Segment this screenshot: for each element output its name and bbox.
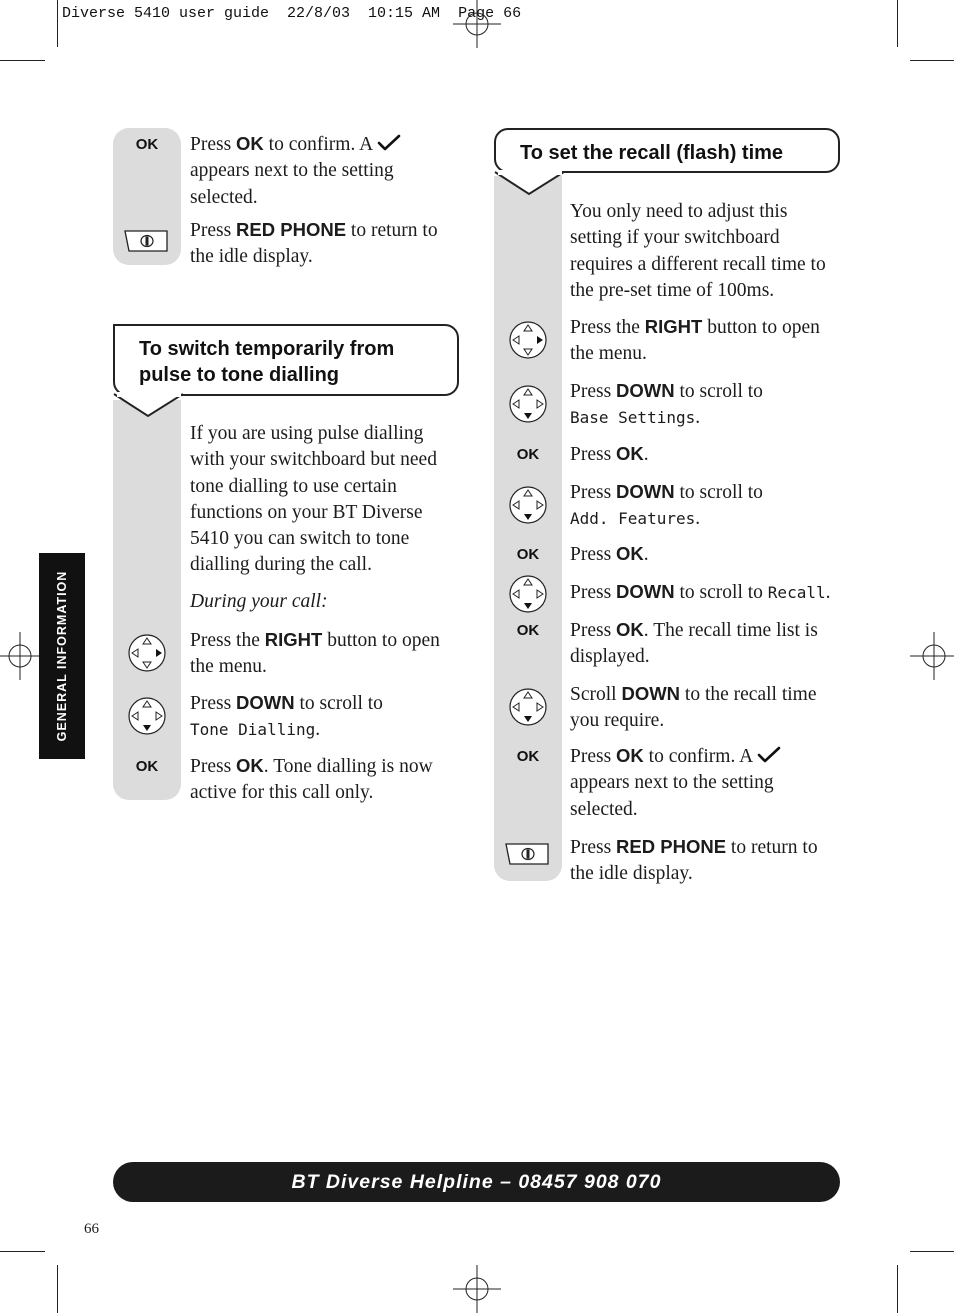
instruction-press-right: Press the RIGHT button to open the menu. [190, 629, 440, 678]
side-tab-label: GENERAL INFORMATION [55, 570, 69, 742]
instruction-scroll-down: Scroll DOWN to the recall time you require. [570, 683, 817, 732]
crop-mark [0, 1251, 45, 1252]
ok-key-icon: OK [516, 546, 540, 563]
ok-key-icon: OK [135, 758, 159, 775]
ok-key-icon: OK [135, 136, 159, 153]
checkmark-icon [757, 746, 781, 764]
heading-pointer-icon [494, 170, 564, 198]
checkmark-icon [377, 134, 401, 152]
navigation-right-icon [127, 633, 167, 673]
instruction-confirm: Press OK to confirm. A appears next to the setting selected. [570, 743, 840, 823]
helpline-footer: BT Diverse Helpline – 08457 908 070 [113, 1162, 840, 1202]
lcd-text: Add. Features [570, 509, 696, 529]
heading-line: pulse to tone dialling [139, 364, 339, 386]
navigation-down-icon [508, 687, 548, 727]
crop-mark [910, 1251, 954, 1252]
heading-line: To switch temporarily from [139, 338, 395, 360]
section-side-tab [39, 553, 85, 759]
navigation-down-icon [508, 574, 548, 614]
navigation-down-icon [508, 485, 548, 525]
instruction-press-ok: Press OK. Tone dialling is now active for this call only. [190, 755, 433, 804]
lcd-text: Base Settings [570, 408, 696, 428]
section-heading-recall-time [494, 128, 840, 173]
crop-mark [897, 1265, 898, 1313]
icon-strip [494, 176, 562, 881]
instruction-press-down: Press DOWN to scroll to Recall. [570, 581, 831, 603]
print-slug: Diverse 5410 user guide 22/8/03 10:15 AM Page 66 [62, 5, 522, 22]
instruction-press-down: Press DOWN to scroll to Tone Dialling. [190, 692, 383, 741]
instruction-press-ok: Press OK. [570, 543, 649, 565]
navigation-right-icon [508, 320, 548, 360]
navigation-down-icon [127, 696, 167, 736]
crop-mark [897, 0, 898, 47]
crop-mark [57, 1265, 58, 1313]
instruction-press-down: Press DOWN to scroll to Add. Features. [570, 481, 763, 530]
instruction-press-right: Press the RIGHT button to open the menu. [570, 316, 820, 365]
instruction-return-idle: Press RED PHONE to return to the idle display. [570, 836, 818, 885]
during-call-label: During your call: [190, 591, 328, 612]
instruction-return-idle: Press RED PHONE to return to the idle display. [190, 219, 438, 268]
intro-recall-time: You only need to adjust this setting if your switchboard requires a different recall time to the pre-set time of 100ms. [570, 201, 826, 301]
heading-pointer-icon [113, 392, 183, 420]
ok-key-icon: OK [516, 446, 540, 463]
ok-key-icon: OK [516, 622, 540, 639]
navigation-down-icon [508, 384, 548, 424]
lcd-text: Tone Dialling [190, 720, 316, 740]
instruction-press-down: Press DOWN to scroll to Base Settings. [570, 380, 763, 429]
ok-key-icon: OK [516, 748, 540, 765]
crop-mark [910, 60, 954, 61]
section-heading-pulse-to-tone [113, 324, 459, 396]
crop-mark [0, 60, 45, 61]
intro-pulse-to-tone: If you are using pulse dialling with your switchboard but need tone dialling to use certain functions on your BT Diverse 5410 you can switch to tone dialling during the call. [190, 423, 437, 576]
crop-mark [57, 0, 58, 47]
instruction-confirm: Press OK to confirm. A appears next to the setting selected. [190, 131, 460, 211]
registration-mark-icon [453, 0, 501, 48]
lcd-text: Recall [767, 583, 826, 602]
red-phone-icon [502, 840, 552, 868]
instruction-press-ok: Press OK. The recall time list is displayed. [570, 619, 818, 668]
registration-mark-icon [453, 1265, 501, 1313]
heading-line: To set the recall (flash) time [520, 142, 784, 164]
page-number: 66 [84, 1221, 99, 1237]
icon-strip [113, 400, 181, 800]
instruction-press-ok: Press OK. [570, 443, 649, 465]
registration-mark-icon [906, 632, 954, 680]
red-phone-icon [121, 227, 171, 255]
